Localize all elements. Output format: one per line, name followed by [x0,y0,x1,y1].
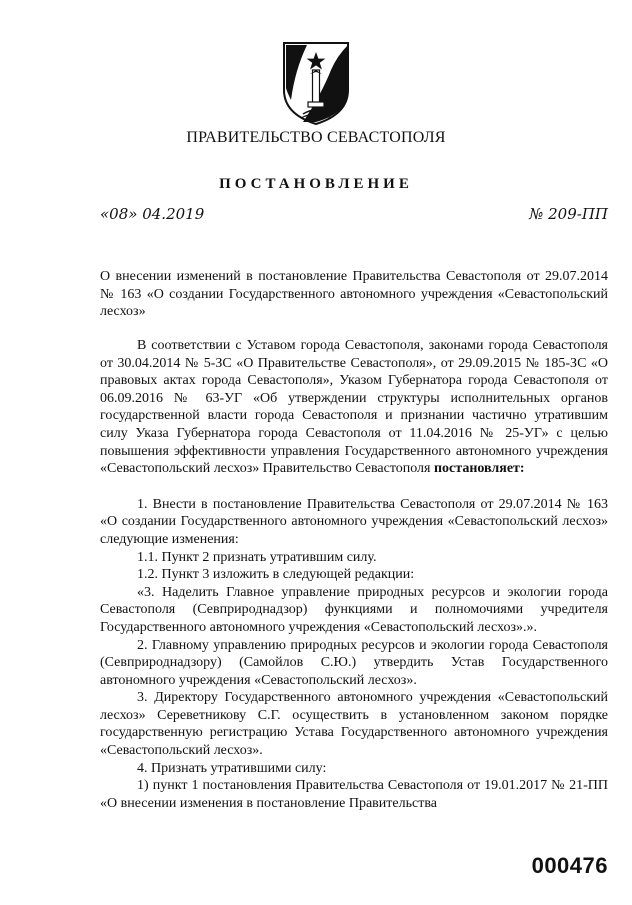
clause-1-1: 1.1. Пункт 2 признать утратившим силу. [137,549,377,565]
clause-2: 2. Главному управлению природных ресурсов и экологии города Севастополя (Севприроднадзору) (Самойлов С.Ю.) утвердить Устав Государственного автономного учреждения «Севастопольский лесхоз». [100,637,608,688]
clause-4-1: 1) пункт 1 постановления Правительства Севастополя от 19.01.2017 № 21-ПП «О внесении изменения в постановление Правительства [100,778,608,811]
document-date: «08» 04.2019 [100,205,205,223]
preamble-paragraph [100,337,608,478]
clause-1-2-text: «3. Наделить Главное управление природных ресурсов и экологии города Севастополя (Севприроднадзор) функциями и полномочиями учредителя Государственного автономного учреждения «Севастопольский лесхоз».». [100,584,608,635]
organization-title: ПРАВИТЕЛЬСТВО СЕВАСТОПОЛЯ [186,129,446,146]
clause-1: 1. Внести в постановление Правительства Севастополя от 29.07.2014 № 163 «О создании Государственного автономного учреждения «Севастопольский лесхоз» следующие изменения: [100,496,608,547]
serial-number: 000476 [531,853,608,878]
document-type-heading: ПОСТАНОВЛЕНИЕ [219,176,413,192]
document-subject: О внесении изменений в постановление Правительства Севастополя от 29.07.2014 № 163 «О создании Государственного автономного учреждения «Севастопольский лесхоз» [100,269,608,319]
clause-3: 3. Директору Государственного автономного учреждения «Севастопольский лесхоз» Сереветникову С.Г. осуществить в установленном законом порядке государственную регистрацию Устава Государственного автономного учреждения «Севастопольский лесхоз». [100,690,608,759]
preamble-text: В соответствии с Уставом города Севастополя, законами города Севастополя от 30.04.2014 № 5-ЗС «О Правительстве Севастополя», от 29.09.2015 № 185-ЗС «О правовых актах города Севастополя», Указом Губернатора города Севастополя от 06.09.2016 № 63-УГ «Об утверждении структуры исполнительных органов государственной власти города Севастополя и признании частично утратившим силу Указа Губернатора города Севастополя от 11.04.2016 № 25-УГ» с целью повышения эффективности управления Государственного автономного учреждения «Севастопольский лесхоз» Правительство Севастополя [100,338,608,477]
preamble-emphasis: постановляет: [433,461,525,477]
clause-4: 4. Признать утратившими силу: [137,760,327,776]
document-number: № 209-ПП [529,205,608,223]
sevastopol-coat-of-arms-icon [281,40,351,126]
clause-1-2: 1.2. Пункт 3 изложить в следующей редакции: [137,567,415,583]
document-body [100,337,608,812]
